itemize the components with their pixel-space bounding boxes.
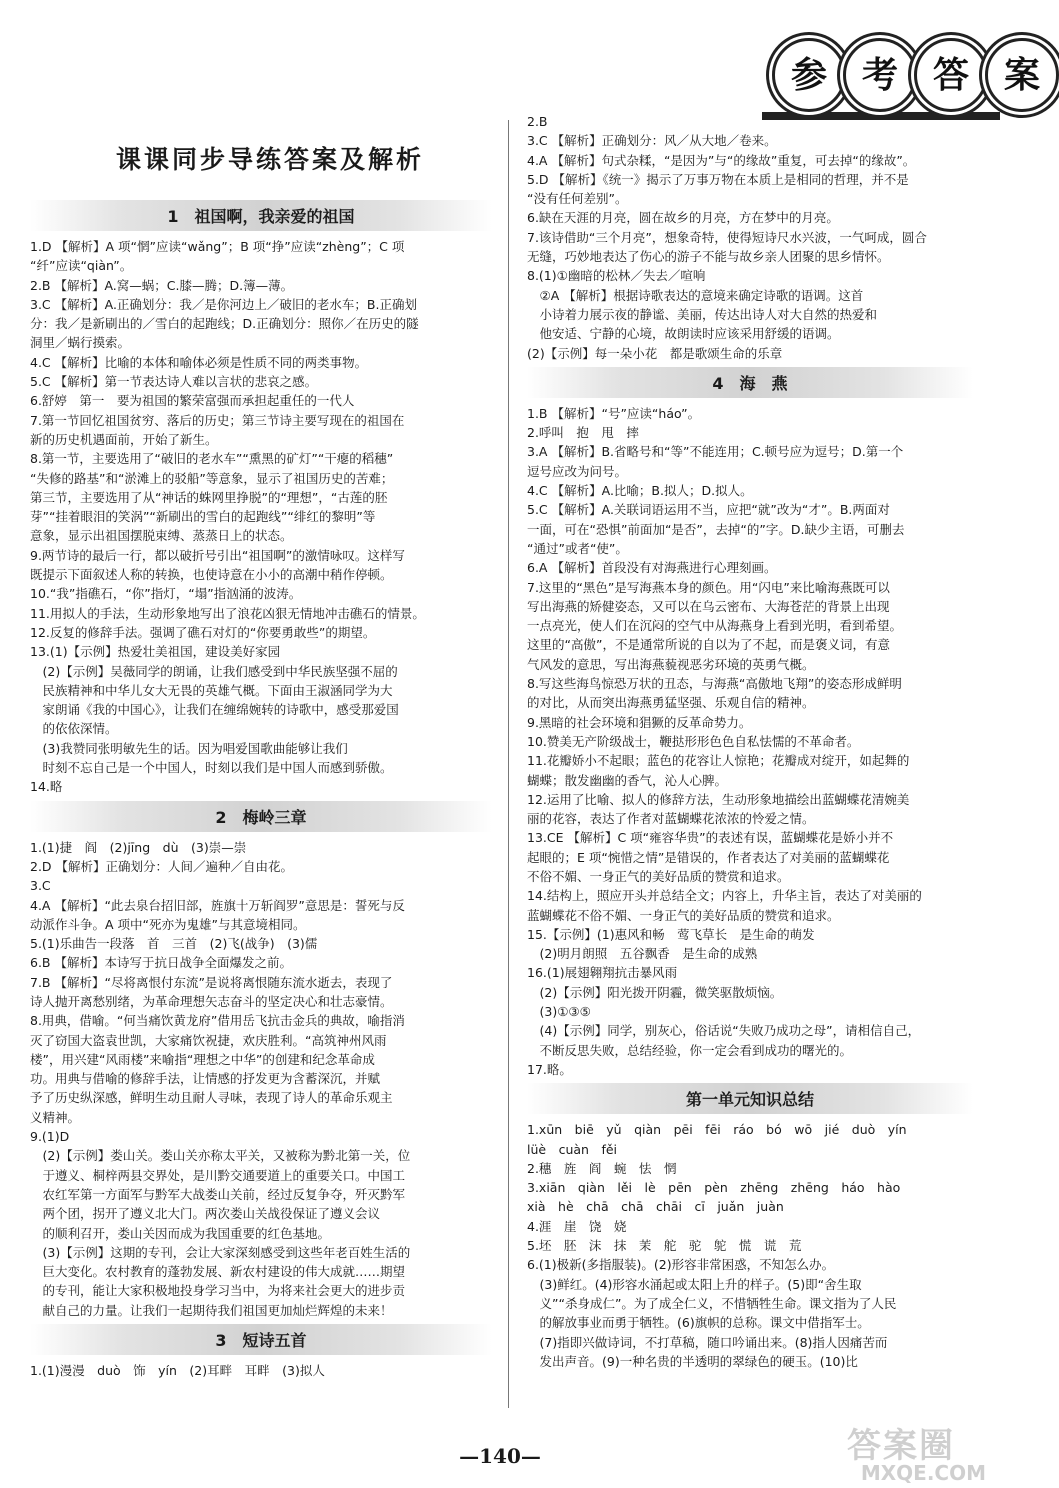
section-3-answers-cont	[527, 112, 973, 363]
answer-line: 的解放事业而勇于牺牲。(6)旗帜的总称。课文中借指军士。	[527, 1315, 870, 1331]
answer-line: (3)鲜红。(4)形容水涌起或太阳上升的样子。(5)即“舍生取	[527, 1276, 862, 1292]
answer-line: 这里的“高傲”，不是通常所说的自以为了不起，而是褒义词，有意	[527, 637, 890, 653]
answer-line: xià hè chā chā chāi cī juǎn juàn	[527, 1199, 784, 1215]
answer-line: 发出声音。(9)一种名贵的半透明的翠绿色的硬玉。(10)比	[527, 1353, 858, 1369]
answer-line: 5.C 【解析】A.关联词语运用不当，应把“就”改为“才”。B.两面对	[527, 502, 890, 518]
unit-summary-answers	[527, 1120, 973, 1371]
answer-line: 写出海燕的矫健姿态，又可以在乌云密布、大海苍茫的背景上出现	[527, 598, 890, 614]
answer-line: 7.该诗借助“三个月亮”，想象奇特，使得短诗尺水兴波，一气呵成，圆合	[527, 229, 927, 245]
answer-line: 动派作斗争。A 项中“死亦为鬼雄”与其意境相同。	[30, 916, 306, 932]
answer-line: 小诗着力展示夜的静谧、美丽，传达出诗人对大自然的热爱和	[527, 306, 878, 322]
answer-line: 不断反思失败，总结经验，你一定会看到成功的曙光的。	[527, 1042, 853, 1058]
answer-line: (4)【示例】同学，别灰心，俗话说“失败乃成功之母”，请相信自己，	[527, 1023, 921, 1039]
answer-line: 12.运用了比喻、拟人的修辞方法，生动形象地描绘出蓝蝴蝶花清婉美	[527, 791, 910, 807]
answer-line: (2)明月朗照 五谷飘香 是生命的成熟	[527, 946, 758, 962]
answer-line: 1.B 【解析】“号”应读“háo”。	[527, 405, 701, 421]
answer-line: 民族精神和中华儿女大无畏的英雄气概。下面由王淑涵同学为大	[30, 682, 393, 698]
answer-line: 4.涯 崖 饶 娆	[527, 1218, 627, 1234]
answer-line: 8.写这些海鸟惊恐万状的丑态，与海燕“高傲地飞翔”的姿态形成鲜明	[527, 676, 902, 692]
answer-line: 的顺利召开，娄山关因而成为我国重要的红色基地。	[30, 1225, 331, 1241]
answer-line: 9.(1)D	[30, 1129, 70, 1145]
answer-line: 芽”“挂着眼泪的笑涡”“新刷出的雪白的起跑线”“绯红的黎明”等	[30, 509, 376, 525]
answer-line: (3)①③⑤	[527, 1004, 591, 1020]
answer-line: 3.C 【解析】A.正确划分：我／是你河边上／破旧的老水车；B.正确划	[30, 296, 417, 312]
answer-line: (2)【示例】吴薇同学的朗诵，让我们感受到中华民族坚强不屈的	[30, 663, 398, 679]
answer-line: “纤”应读“qiàn”。	[30, 258, 133, 274]
answer-line: 10.“我”指礁石，“你”指灯，“塌”指汹涌的波涛。	[30, 586, 302, 602]
answer-line: 蝴蝶；散发幽幽的香气，沁人心脾。	[527, 772, 728, 788]
answer-line: 起眼的；E 项“惋惜之情”是错误的，作者表达了对美丽的蓝蝴蝶花	[527, 849, 890, 865]
answer-line: 1.D 【解析】A 项“惘”应读“wǎng”；B 项“挣”应读“zhèng”；C 项	[30, 239, 405, 254]
answer-line: 5.(1)乐曲告一段落 首 三首 (2)飞(战争) (3)儒	[30, 936, 318, 952]
section-1-answers	[30, 237, 492, 797]
answer-line: ②A 【解析】根据诗歌表达的意境来确定诗歌的语调。这首	[527, 287, 864, 303]
answer-line: 14.结构上，照应开头并总结全文；内容上，升华主旨，表达了对美丽的	[527, 888, 922, 904]
answer-line: 2.呼叫 抱 甩 摔	[527, 425, 639, 441]
answer-line: 予了历史纵深感，鲜明生动且耐人寻味，表现了诗人的革命乐观主	[30, 1090, 393, 1106]
answer-line: 6.B 【解析】本诗写于抗日战争全面爆发之前。	[30, 955, 292, 971]
answer-line: 楼”，用兴建“风雨楼”来喻指“理想之中华”的创建和纪念革命成	[30, 1051, 375, 1067]
answer-line: 2.B	[527, 114, 548, 129]
answer-line: 两个团，拐开了遵义北大门。两次娄山关战役保证了遵义会议	[30, 1206, 381, 1222]
answer-line: 3.xiān qiàn lěi lè pēn pèn zhēng zhēng háo hào	[527, 1180, 901, 1196]
answer-line: 15.【示例】(1)惠风和畅 莺飞草长 是生命的萌发	[527, 926, 815, 942]
answer-line: 献自己的力量。让我们一起期待我们祖国更加灿烂辉煌的未来！	[30, 1302, 393, 1318]
answer-line: 17.略。	[527, 1061, 572, 1077]
watermark-bottom: MXQE.COM	[860, 1461, 986, 1485]
page-number: —140—	[459, 1444, 541, 1468]
answer-line: 10.赞美无产阶级战士，鞭挞形形色色自私怯懦的不革命者。	[527, 733, 860, 749]
answer-line: 11.花瓣娇小不起眼；蓝色的花容让人惊艳；花瓣成对绽开，如起舞的	[527, 753, 910, 769]
answer-line: 6.舒婷 第一 要为祖国的繁荣富强而承担起重任的一代人	[30, 393, 355, 409]
section-title-4: 4 海 燕	[527, 367, 973, 398]
answer-line: 巨大变化。农村教育的蓬勃发展、新农村建设的伟大成就……期望	[30, 1264, 406, 1280]
answer-line: (2)【示例】娄山关。娄山关亦称太平关，又被称为黔北第一关，位	[30, 1148, 411, 1164]
answer-line: “没有任何差别”。	[527, 191, 628, 207]
answer-line: 家朗诵《我的中国心》，让我们在缠绵婉转的诗歌中，感受那爱国	[30, 702, 399, 718]
answer-line: 1.xūn biē yǔ qiàn pēi fēi ráo bó wō jié duò yín	[527, 1122, 907, 1138]
answer-line: 诗人抛开离愁别绪，为革命理想矢志奋斗的坚定决心和壮志豪情。	[30, 993, 393, 1009]
section-title-unit-summary: 第一单元知识总结	[527, 1083, 973, 1114]
answer-line: 5.C 【解析】第一节表达诗人难以言状的悲哀之感。	[30, 374, 318, 390]
answer-line: “失修的路基”和“淤滩上的驳船”等意象，显示了祖国历史的苦难；	[30, 470, 394, 486]
answer-line: 3.C	[30, 878, 51, 894]
answer-line: 的专刊，能让大家积极地投身学习当中，为将来社会更大的进步贡	[30, 1283, 406, 1299]
section-2-answers	[30, 838, 492, 1320]
section-title-2: 2 梅岭三章	[30, 801, 492, 832]
banner-char-4: 案	[985, 38, 1059, 112]
answer-line: 14.略	[30, 779, 63, 795]
section-3-answers	[30, 1361, 492, 1380]
answer-line: 2.B 【解析】A.窝—蜗；C.膝—腾；D.簿—薄。	[30, 277, 294, 293]
left-column	[30, 196, 492, 1424]
column-divider	[508, 120, 509, 1408]
answer-line: 8.(1)①幽暗的松林／失去／喧响	[527, 268, 706, 284]
answer-line: 6.A 【解析】首段没有对海燕进行心理刻画。	[527, 560, 777, 576]
answer-line: 11.用拟人的手法，生动形象地写出了浪花凶狠无情地冲击礁石的情景。	[30, 605, 425, 621]
answer-line: 蓝蝴蝶花不俗不媚、一身正气的美好品质的赞赏和追求。	[527, 907, 840, 923]
answer-line: 12.反复的修辞手法。强调了礁石对灯的“你要勇敢些”的期望。	[30, 624, 376, 640]
section-title-1: 1 祖国啊，我亲爱的祖国	[30, 200, 492, 231]
answer-line: 13.(1)【示例】热爱壮美祖国，建设美好家园	[30, 644, 281, 660]
answer-line: lüè cuàn fěi	[527, 1141, 618, 1157]
answer-line: “通过”或者“使”。	[527, 540, 628, 556]
answer-line: 6.缺在天涯的月亮，圆在故乡的月亮，方在梦中的月亮。	[527, 210, 839, 226]
answer-line: 2.穗 旌 阎 蜿 怯 惘	[527, 1160, 677, 1176]
banner-char-2: 考	[843, 38, 917, 112]
answer-line: 不俗不媚、一身正气的美好品质的赞赏和追求。	[527, 868, 790, 884]
right-column	[527, 112, 973, 1424]
answer-line: 新的历史机遇面前，开始了新生。	[30, 431, 218, 447]
answer-line: (2)【示例】阳光拨开阴霾，微笑驱散烦恼。	[527, 984, 783, 1000]
watermark-logo	[816, 1418, 986, 1485]
answer-line: 逗号应改为问号。	[527, 463, 628, 479]
answer-line: 无缝，巧妙地表达了伤心的游子不能与故乡亲人团聚的思乡情怀。	[527, 249, 890, 265]
banner-char-1: 参	[772, 38, 846, 112]
answer-line: 他安适、宁静的心境，故朗读时应该采用舒缓的语调。	[527, 326, 840, 342]
answer-line: (7)指即兴做诗词，不打草稿，随口吟诵出来。(8)指人因痛苦而	[527, 1334, 888, 1350]
answer-line: 1.(1)捷 阎 (2)jīng dù (3)崇—崇	[30, 839, 247, 855]
answer-line: 的依依深情。	[30, 721, 118, 737]
answer-line: 丽的花容，表达了作者对蓝蝴蝶花浓浓的怜爱之情。	[527, 811, 815, 827]
answer-line: (3)我赞同张明敏先生的话。因为唱爱国歌曲能够让我们	[30, 740, 348, 756]
answer-line: 气风发的意思，写出海燕藐视恶劣环境的英勇气概。	[527, 656, 815, 672]
answer-line: 5.坯 胚 沫 抹 茉 舵 驼 鸵 慌 谎 荒	[527, 1238, 802, 1254]
answer-line: 16.(1)展翅翱翔抗击暴风雨	[527, 965, 678, 981]
answer-line: 4.A 【解析】句式杂糅，“是因为”与“的缘故”重复，可去掉“的缘故”。	[527, 152, 916, 168]
answer-line: 灭了窃国大盗袁世凯，大家痛饮祝捷，欢庆胜利。“高筑神州风雨	[30, 1032, 387, 1048]
answer-line: 3.C 【解析】正确划分：风／从大地／卷来。	[527, 133, 777, 149]
answer-line: 的对比，从而突出海燕勇猛坚强、乐观自信的精神。	[527, 695, 815, 711]
answer-line: 9.两节诗的最后一行，都以破折号引出“祖国啊”的激情咏叹。这样写	[30, 547, 405, 563]
answer-line: 3.A 【解析】B.省略号和“等”不能连用；C.顿号应为逗号；D.第一个	[527, 444, 904, 460]
answer-line: 4.C 【解析】A.比喻；B.拟人；D.拟人。	[527, 483, 753, 499]
answer-line: 意象，显示出祖国摆脱束缚、蒸蒸日上的状态。	[30, 528, 293, 544]
answer-line: 6.(1)极新(多指服装)。(2)形容非常困惑，不知怎么办。	[527, 1257, 835, 1273]
watermark-top: 答案圈	[847, 1426, 955, 1466]
answer-line: 7.这里的“黑色”是写海燕本身的颜色。用“闪电”来比喻海燕既可以	[527, 579, 890, 595]
answer-line: 8.第一节，主要选用了“破旧的老水车”“熏黑的矿灯”“干瘪的稻穗”	[30, 451, 394, 467]
answer-line: 5.D 【解析】《统一》揭示了万事万物在本质上是相同的哲理，并不是	[527, 171, 909, 187]
answer-line: 洞里／蜗行摸索。	[30, 335, 131, 351]
answer-line: 时刻不忘自己是一个中国人，时刻以我们是中国人而感到骄傲。	[30, 760, 393, 776]
answer-line: 一点亮光，使人们在沉闷的空气中从海燕身上看到光明，看到希望。	[527, 618, 903, 634]
answer-line: 9.黑暗的社会环境和猖獗的反革命势力。	[527, 714, 752, 730]
answer-line: 4.C 【解析】比喻的本体和喻体必须是性质不同的两类事物。	[30, 354, 368, 370]
answer-line: 义”“杀身成仁”。为了成全仁义，不惜牺牲生命。课文指为了人民	[527, 1295, 897, 1311]
answer-line: 分：我／是新刷出的／雪白的起跑线；D.正确划分：照你／在历史的隧	[30, 316, 419, 332]
answer-line: 一面，可在“恐惧”前面加“是否”，去掉“的”字。D.缺少主语，可删去	[527, 521, 905, 537]
document-title: 课课同步导练答案及解析	[115, 145, 424, 174]
answer-line: 13.CE 【解析】C 项“雍容华贵”的表述有误，蓝蝴蝶花是娇小并不	[527, 830, 894, 846]
answer-line: 1.(1)漫漫 duò 饰 yín (2)耳畔 耳畔 (3)拟人	[30, 1363, 325, 1379]
answer-line: 4.A 【解析】“此去泉台招旧部，旌旗十万斩阎罗”意思是：誓死与反	[30, 897, 405, 913]
answer-line: 7.B 【解析】“尽将离恨付东流”是说将离恨随东流水逝去，表现了	[30, 974, 393, 990]
section-title-3: 3 短诗五首	[30, 1324, 492, 1355]
answer-line: 7.第一节回忆祖国贫穷、落后的历史；第三节诗主要写现在的祖国在	[30, 412, 405, 428]
answer-line: 既提示下面叙述人称的转换，也使诗意在小小的高潮中稍作停顿。	[30, 567, 393, 583]
answer-line: 第三节，主要选用了从“神话的蛛网里挣脱”的“理想”，“古莲的胚	[30, 489, 388, 505]
section-4-answers	[527, 404, 973, 1079]
answer-line: 于遵义、桐梓两县交界处，是川黔交通要道上的重要关口。中国工	[30, 1167, 406, 1183]
answer-line: (2)【示例】每一朵小花 都是歌颂生命的乐章	[527, 345, 783, 361]
banner-char-3: 答	[914, 38, 988, 112]
answer-line: (3)【示例】这期的专刊，会让大家深刻感受到这些年老百姓生活的	[30, 1244, 411, 1260]
answer-line: 农红军第一方面军与黔军大战娄山关前，经过反复争夺，歼灭黔军	[30, 1186, 406, 1202]
answer-line: 义精神。	[30, 1109, 81, 1125]
answer-line: 8.用典，借喻。“何当痛饮黄龙府”借用岳飞抗击金兵的典故，喻指消	[30, 1013, 405, 1029]
answer-line: 2.D 【解析】正确划分：人间／遍种／自由花。	[30, 858, 294, 874]
answer-line: 功。用典与借喻的修辞手法，让情感的抒发更为含蓄深沉，并赋	[30, 1071, 381, 1087]
